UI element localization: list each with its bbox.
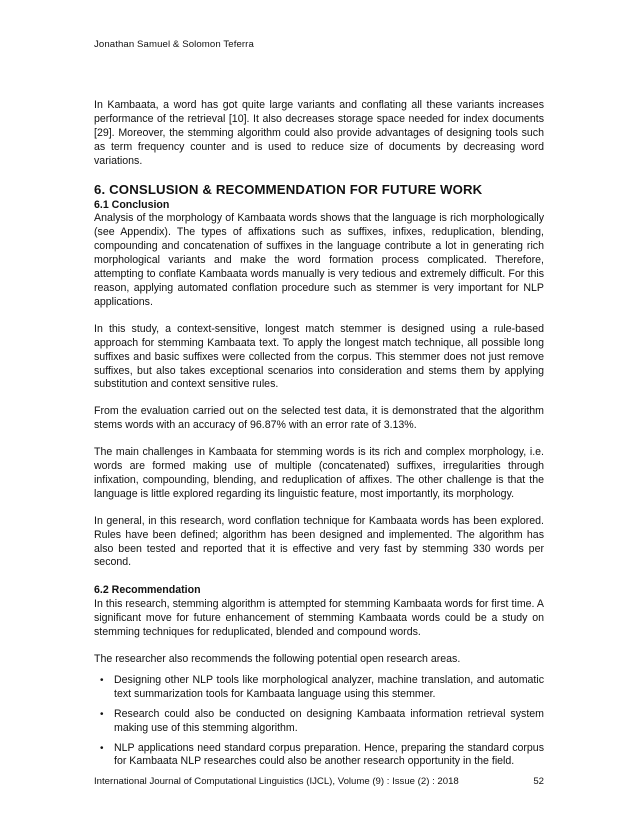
list-item-text: Designing other NLP tools like morphological analyzer, machine translation, and automatic text summarization tools for Kambaata language using this stemmer. xyxy=(114,673,544,700)
body-text xyxy=(94,99,544,775)
subsection-heading-recommendation: 6.2 Recommendation xyxy=(94,584,201,597)
page-number: 52 xyxy=(533,776,544,787)
bullet-icon: • xyxy=(100,708,104,720)
recommendation-paragraph-1: In this research, stemming algorithm is attempted for stemming Kambaata words for first time. A significant move for future enhancement of stemming Kambaata words could be a study on stemming techniques for reduplicated, blended and compound words. xyxy=(94,598,544,639)
recommendation-list xyxy=(94,674,544,769)
list-item xyxy=(94,674,544,702)
intro-paragraph: In Kambaata, a word has got quite large variants and conflating all these variants increases performance of the retrieval [10]. It also decreases storage space needed for index documents [29]. Moreover, the stemming algorithm could also provide advantages of designing tools such as term frequency counter and is used to reduce size of documents by decreasing word variations. xyxy=(94,99,544,167)
recommendation-paragraph-2: The researcher also recommends the following potential open research areas. xyxy=(94,653,461,665)
section-heading: 6. CONSLUSION & RECOMMENDATION FOR FUTURE WORK xyxy=(94,181,483,197)
list-item-text: Research could also be conducted on designing Kambaata information retrieval system making use of this stemming algorithm. xyxy=(114,707,544,734)
bullet-icon: • xyxy=(100,742,104,754)
footer-journal: International Journal of Computational Linguistics (IJCL), Volume (9) : Issue (2) : 2018 xyxy=(94,776,459,787)
conclusion-paragraph-3: From the evaluation carried out on the selected test data, it is demonstrated that the algorithm stems words with an accuracy of 96.87% with an error rate of 3.13%. xyxy=(94,405,544,432)
running-head: Jonathan Samuel & Solomon Teferra xyxy=(94,39,254,50)
conclusion-paragraph-1: Analysis of the morphology of Kambaata words shows that the language is rich morphologically (see Appendix). The types of affixations such as suffixes, infixes, reduplication, blending, compounding and concatenation of suffixes in the language contribute a lot in generating rich morphological variants and make the word formation process complicated. Therefore, attempting to conflate Kambaata words manually is very tedious and extremely difficult. For this reason, applying automated conflation procedure such as stemmer is very important for NLP applications. xyxy=(94,212,544,308)
conclusion-paragraph-5: In general, in this research, word conflation technique for Kambaata words has been explored. Rules have been defined; algorithm has been designed and implemented. The algorithm has also been tested and reported that it is effective and very fast by stemming 330 words per second. xyxy=(94,514,544,569)
page-footer xyxy=(94,776,544,787)
list-item xyxy=(94,708,544,736)
conclusion-paragraph-2: In this study, a context-sensitive, longest match stemmer is designed using a rule-based approach for stemming Kambaata text. To apply the longest match technique, all possible long suffixes and basic suffixes were collected from the corpus. This stemmer does not just remove suffixes, but also takes exceptional scenarios into consideration and stems them by applying substitution and context sensitive rules. xyxy=(94,322,544,391)
bullet-icon: • xyxy=(100,674,104,686)
subsection-heading-conclusion: 6.1 Conclusion xyxy=(94,198,170,211)
conclusion-paragraph-4: The main challenges in Kambaata for stemming words is its rich and complex morphology, i.e. words are formed making use of multiple (concatenated) suffixes, irregularities through infixation, compounding, blending, and reduplication of affixes. The other challenge is that the language is little explored regarding its linguistic feature, most importantly, its morphology. xyxy=(94,446,544,500)
list-item-text: NLP applications need standard corpus preparation. Hence, preparing the standard corpus for Kambaata NLP researches could also be another research opportunity in the field. xyxy=(114,741,544,768)
list-item xyxy=(94,742,544,770)
